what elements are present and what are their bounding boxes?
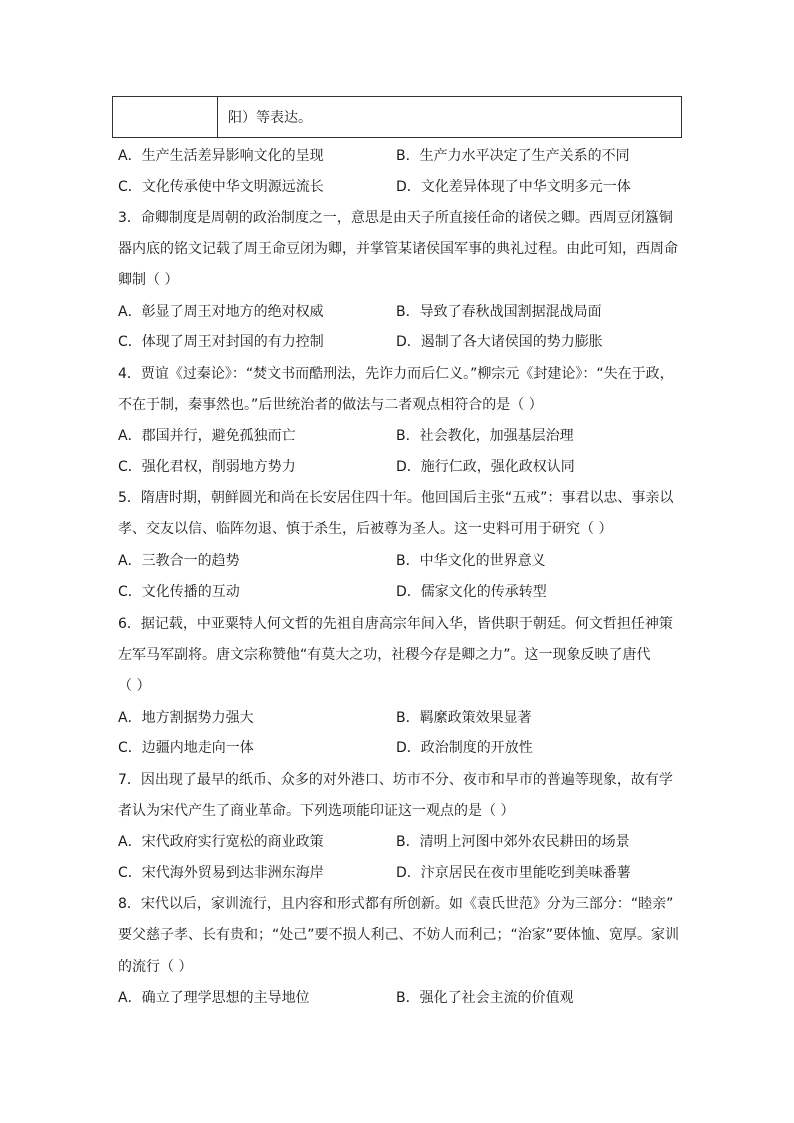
table-row: [113, 97, 682, 138]
q5-stem-line-2: 孝、交友以信、临阵勿退、慎于杀生，后被尊为圣人。这一史料可用于研究（ ）: [118, 521, 613, 537]
q2-option-d[interactable]: D．文化差异体现了中华文明多元一体: [396, 179, 631, 195]
q6-option-d[interactable]: D．政治制度的开放性: [396, 740, 533, 756]
q4-stem-line-2: 不在于制，秦事然也。”后世统治者的做法与二者观点相符合的是（ ）: [118, 397, 543, 413]
q3-stem-line-1: 3．命卿制度是周朝的政治制度之一，意思是由天子所直接任命的诸侯之卿。西周豆闭簋铜: [118, 210, 673, 226]
q8-option-b[interactable]: B．强化了社会主流的价值观: [396, 990, 574, 1006]
q7-option-b[interactable]: B．清明上河图中郊外农民耕田的场景: [396, 834, 630, 850]
q5-option-c[interactable]: C．文化传播的互动: [118, 584, 240, 600]
q4-option-c[interactable]: C．强化君权，削弱地方势力: [118, 459, 296, 475]
q7-option-a[interactable]: A．宋代政府实行宽松的商业政策: [118, 834, 324, 850]
q8-stem-line-3: 的流行（ ）: [118, 959, 193, 975]
q7-option-c[interactable]: C．宋代海外贸易到达非洲东海岸: [118, 865, 324, 881]
q3-option-d[interactable]: D．遏制了各大诸侯国的势力膨胀: [396, 334, 603, 350]
q6-stem-line-1: 6．据记载，中亚粟特人何文哲的先祖自唐高宗年间入华，皆供职于朝廷。何文哲担任神策: [118, 616, 673, 632]
material-table: [112, 96, 682, 138]
q7-option-d[interactable]: D．汴京居民在夜市里能吃到美味番薯: [396, 865, 631, 881]
q5-option-b[interactable]: B．中华文化的世界意义: [396, 553, 546, 569]
q6-option-c[interactable]: C．边疆内地走向一体: [118, 740, 254, 756]
q8-stem-line-2: 要父慈子孝、长有贵和；“处己”要不损人利己、不妨人而利己；“治家”要体恤、宽厚。家训: [118, 927, 680, 943]
q3-option-a[interactable]: A．彰显了周王对地方的绝对权威: [118, 304, 324, 320]
q7-stem-line-2: 者认为宋代产生了商业革命。下列选项能印证这一观点的是（ ）: [118, 803, 515, 819]
q2-option-c[interactable]: C．文化传承使中华文明源远流长: [118, 179, 324, 195]
q4-option-d[interactable]: D．施行仁政，强化政权认同: [396, 459, 575, 475]
q5-option-a[interactable]: A．三教合一的趋势: [118, 553, 240, 569]
q2-option-a[interactable]: A．生产生活差异影响文化的呈现: [118, 148, 324, 164]
q3-stem-line-3: 卿制（ ）: [118, 272, 179, 288]
q6-stem-line-3: （ ）: [118, 678, 151, 694]
q3-option-c[interactable]: C．体现了周王对封国的有力控制: [118, 334, 324, 350]
q4-option-b[interactable]: B．社会教化，加强基层治理: [396, 428, 574, 444]
table-cell-empty: [113, 97, 218, 138]
q4-stem-line-1: 4．贾谊《过秦论》：“焚文书而酷刑法，先诈力而后仁义。”柳宗元《封建论》：“失在于政，: [118, 366, 674, 382]
q2-option-b[interactable]: B．生产力水平决定了生产关系的不同: [396, 148, 630, 164]
table-cell-text: 阳）等表达。: [218, 97, 682, 138]
q6-stem-line-2: 左军马军副将。唐文宗称赞他“有莫大之功，社稷今存是卿之力”。这一现象反映了唐代: [118, 647, 651, 663]
q5-stem-line-1: 5．隋唐时期，朝鲜圆光和尚在长安居住四十年。他回国后主张“五戒”：事君以忠、事亲以: [118, 490, 674, 506]
q6-option-b[interactable]: B．羁縻政策效果显著: [396, 710, 532, 726]
q3-option-b[interactable]: B．导致了春秋战国割据混战局面: [396, 304, 602, 320]
q5-option-d[interactable]: D．儒家文化的传承转型: [396, 584, 547, 600]
q8-option-a[interactable]: A．确立了理学思想的主导地位: [118, 990, 310, 1006]
q4-option-a[interactable]: A．郡国并行，避免孤独而亡: [118, 428, 296, 444]
q7-stem-line-1: 7．因出现了最早的纸币、众多的对外港口、坊市不分、夜市和早市的普遍等现象，故有学: [118, 772, 673, 788]
q3-stem-line-2: 器内底的铭文记载了周王命豆闭为卿，并掌管某诸侯国军事的典礼过程。由此可知，西周命: [118, 241, 678, 257]
q6-option-a[interactable]: A．地方割据势力强大: [118, 710, 254, 726]
q8-stem-line-1: 8．宋代以后，家训流行，且内容和形式都有所创新。如《袁氏世范》分为三部分：“睦亲”: [118, 896, 674, 912]
